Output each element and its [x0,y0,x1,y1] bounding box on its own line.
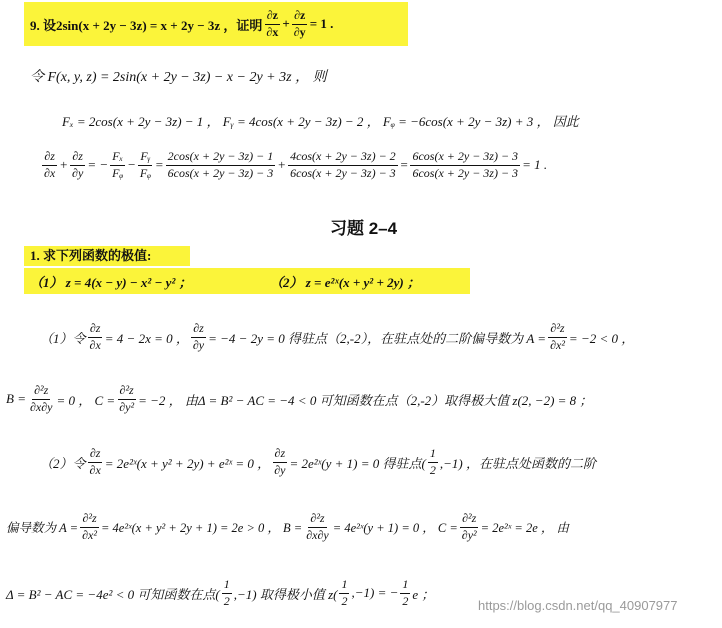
fraction: $\frac{1}{2}$ [341,577,348,608]
fraction: $\frac{\text{∂²z}}{\text{∂y²}}$ [119,383,135,414]
let-line: 令 F(x, y, z) = 2sin(x + 2y − 3z) − x − 2y + 3z ， 则 [30,70,327,85]
problem-9-prefix: 9. 设2sin(x + 2y − 3z) = x + 2y − 3z ，证明 [30,17,263,33]
fraction: $\frac{\partial z}{\partial y}$ [72,149,84,180]
fraction: $\frac{\text{Fᵧ}}{\text{Fᵩ}}$ [139,149,151,180]
solution-2-line-3: Δ = B² − AC = −4e² < 0 可知函数在点( $\frac{1}{2}$ ,−1) 取得极小值 z( $\frac{1}{2}$ ,−1) = − $\frac{1}{2}$ e ； [6,577,435,608]
fraction: $\frac{1}{2}$ [402,577,409,608]
fraction: $\frac{\partial z}{\partial y}$ [192,321,205,352]
partials-line: Fₓ = 2cos(x + 2y − 3z) − 1 ， Fᵧ = 4cos(x + 2y − 3z) − 2 ， Fᵩ = −6cos(x + 2y − 3z) + 3 ， 因此 [62,114,579,129]
problem-9-suffix: = 1 . [309,16,334,31]
fraction: $\frac{\text{Fₓ}}{\text{Fᵩ}}$ [112,149,124,180]
fraction: $\frac{\text{∂²z}}{\text{∂x²}}$ [82,511,97,542]
fraction: $\frac{\partial z}{\partial y}$ [274,446,286,477]
question-1-part-2: （2） z = e²ˣ(x + y² + 2y) ； [270,274,420,290]
fraction: $\frac{2\cos(x + 2y - 3z) - 1}{6\cos(x + 2y - 3z) - 3}$ [167,149,274,180]
fraction: $\frac{6\cos(x + 2y - 3z) - 3}{6\cos(x + 2y - 3z) - 3}$ [412,149,519,180]
fraction: $\frac{\partial z}{\partial y}$ [293,7,306,39]
solution-2-line-2: 偏导数为 A = $\frac{\text{∂²z}}{\text{∂x²}}$ = 4e²ˣ(x + y² + 2y + 1) = 2e > 0 ， B = $\frac{\text{∂²z}}{\partial x\partial y}$ = 4e²ˣ(y + 1) = 0 ， C = $\frac{\text{∂²z}}{\text{∂y²}}$ = 2e²ˣ = 2e ， 由 [6,511,570,542]
sum-result: = 1 . [522,157,548,173]
fraction: $\frac{4\cos(x + 2y - 3z) - 2}{6\cos(x + 2y - 3z) - 3}$ [290,149,396,180]
fraction: $\frac{\partial z}{\partial x}$ [44,149,56,180]
fraction: $\frac{\text{∂²z}}{\text{∂x²}}$ [550,321,565,352]
question-1-header: 1. 求下列函数的极值: [24,246,190,266]
fraction: $\frac{\partial z}{\partial x}$ [266,7,279,39]
fraction: $\frac{\text{∂²z}}{\text{∂y²}}$ [461,511,477,542]
fraction: $\frac{\text{∂²z}}{\partial x\partial y}$ [29,383,53,414]
fraction: $\frac{1}{2}$ [223,577,230,608]
fraction: $\frac{\text{∂²z}}{\partial x\partial y}$ [306,511,329,542]
fraction: $\frac{\partial z}{\partial x}$ [89,446,101,477]
solution-1-line-1: （1）令 $\frac{\partial z}{\partial x}$ = 4 − 2x = 0 ， $\frac{\partial z}{\partial y}$ = −4 − 2y = 0 得驻点（2,-2），在驻点处的二阶偏导数为 A = $\frac{\text{∂²z}}{\text{∂x²}}$ = −2 < 0 ， [40,321,635,352]
section-title: 习题 2–4 [330,219,398,238]
question-1-parts [24,268,470,294]
question-1-part-1: （1） z = 4(x − y) − x² − y² ； [30,274,192,290]
problem-9-statement: 9. 设2sin(x + 2y − 3z) = x + 2y − 3z ，证明 $\frac{\partial z}{\partial x}$ + $\frac{\partial z}{\partial y}$ = 1 . [24,2,408,46]
fraction: $\frac{1}{2}$ [429,446,436,477]
solution-2-line-1: （2）令 $\frac{\partial z}{\partial x}$ = 2e²ˣ(x + y² + 2y) + e²ˣ = 0 ， $\frac{\partial z}{\partial y}$ = 2e²ˣ(y + 1) = 0 得驻点( $\frac{1}{2}$ ,−1) ，在驻点处函数的二阶 [40,446,596,477]
watermark: https://blog.csdn.net/qq_40907977 [478,598,678,613]
sum-line: $\frac{\partial z}{\partial x}$ + $\frac{\partial z}{\partial y}$ = − $\frac{\text{Fₓ}}{\text{Fᵩ}}$ − $\frac{\text{Fᵧ}}{\text{Fᵩ}}$ = $\frac{2\cos(x + 2y - 3z) - 1}{6\cos(x + 2y - 3z) - 3}$ + $\frac{4\cos(x + 2y - 3z) - 2}{6\cos(x + 2y - 3z) - 3}$ = $\frac{6\cos(x + 2y - 3z) - 3}{6\cos(x + 2y - 3z) - 3}$ = 1 . [44,149,548,180]
solution-1-line-2: B = $\frac{\text{∂²z}}{\partial x\partial y}$ = 0 ， C = $\frac{\text{∂²z}}{\text{∂y²}}$ = −2 ， 由Δ = B² − AC = −4 < 0 可知函数在点（2,-2）取得极大值 z(2, −2) = 8 ； [6,383,593,414]
fraction: $\frac{\partial z}{\partial x}$ [89,321,101,352]
